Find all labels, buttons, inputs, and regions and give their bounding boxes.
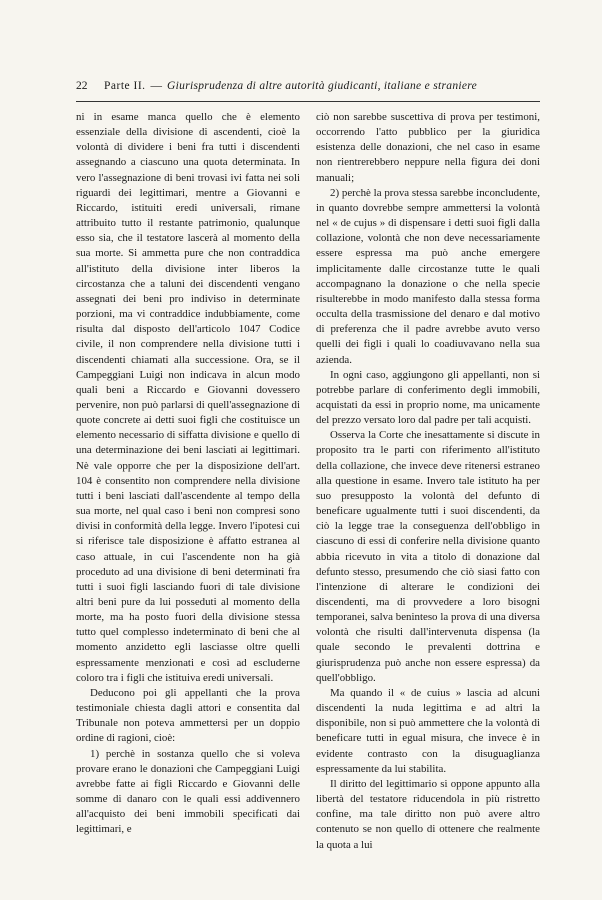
running-header <box>76 80 540 96</box>
right-paragraph-5: Ma quando il « de cuius » lascia ad alcuni discendenti la nuda legittima e ad altri la disponibile, non si può ammettere che la volontà di beneficare tutti in egual misura, che invece è in evidente contrasto con la disuguaglianza espressamente da lui stabilita. <box>316 686 540 775</box>
left-paragraph-3: 1) perchè in sostanza quello che si voleva provare erano le donazioni che Campeggiani Luigi avrebbe fatte ai figli Riccardo e Giovanni delle somme di danaro con le quali essi addivennero all'acquisto dei beni immobili specificati dai legittimari, e <box>76 747 300 836</box>
section-title: Giurisprudenza di altre autorità giudicanti, italiane e straniere <box>167 80 478 92</box>
right-paragraph-1: ciò non sarebbe suscettiva di prova per testimoni, occorrendo l'atto pubblico per la giuridica esistenza delle donazioni, che nel caso in esame non rientrerebbero neppure nella figura dei doni manuali; <box>316 111 540 184</box>
header-separator: — <box>150 80 163 92</box>
left-paragraph-1: ni in esame manca quello che è elemento essenziale della divisione di ascendenti, cioè la volontà di dividere i beni fra tutti i discendenti assegnando a ciascuno una quota determinata. In vero l'assegnazione di beni trovasi ivi fatta nei soli riguardi dei legittimari, mentre a Giovanni e Riccardo, istituiti eredi universali, rimane attribuito tutto il restante patrimonio, qualunque esso sia, che il testatore lascerà al momento della sua morte. Si ammetta pure che non contraddica all'istituto della divisione inter liberos la circostanza che a taluni dei discendenti vengano assegnati dei beni pro indiviso in determinate porzioni, ma vi contraddice indubbiamente, come risulta dal disposto dell'articolo 1047 Codice civile, il non comprendere nella divisione tutti i discendenti chiamati alla successione. Ora, se il Campeggiani Luigi non indicava in alcun modo quali beni a Riccardo e Giovanni dovessero pervenire, non può parlarsi di quell'assegnazione di quote concrete ai detti suoi figli che costituisce un elemento necessario di siffatta divisione e quello di una determinazione dei beni lasciati ai legittimari. Nè vale opporre che per la disposizione dell'art. 104 è consentito non comprendere nella divisione tutti i beni lasciati dall'ascendente al tempo della sua morte, nel qual caso i beni non compresi sono divisi in conformità della legge. Invero l'ipotesi cui si riferisce tale disposizione è affatto estranea al caso attuale, in cui l'ascendente non ha già proceduto ad una divisione di beni determinati fra tutti i suoi figli lasciando fuori di tale divisione altri beni pure da lui posseduti al momento della morte, ma ha posto fuori della divisione stessa tutto quel complesso indeterminato di beni che al momento anzidetto egli lasciasse oltre quelli espressamente menzionati e così ad escluderne coloro tra i figli che istituiva eredi universali. <box>76 111 300 684</box>
page-number: 22 <box>76 80 88 92</box>
right-paragraph-6: Il diritto del legittimario si oppone appunto alla libertà del testatore riducendola in più ristretto confine, ma tale diritto non può avere altro contenuto se non quello di ottenere che realmente la quota a lui <box>316 777 540 851</box>
left-paragraph-2: Deducono poi gli appellanti che la prova testimoniale chiesta dagli attori e consentita dal Tribunale non poteva ammettersi per un doppio ordine di ragioni, cioè: <box>76 686 300 745</box>
left-column <box>76 110 300 838</box>
right-paragraph-4: Osserva la Corte che inesattamente si discute in proposito tra le parti con riferimento all'istituto della collazione, che invece deve ritenersi estraneo alla questione in esame. Invero tale istituto ha per suo presupposto la volontà del defunto di beneficare ugualmente tutti i suoi discendenti, da ciò la legge trae la conseguenza dell'obbligo in ciascuno di essi di conferire nella divisione quanto abbia ricevuto in vita a titolo di donazione dal defunto stesso, presumendo che ciò siasi fatto con l'intenzione di alterare le condizioni dei discendenti, ma di provvedere a loro bisogni temporanei, salva beninteso la prova di una diversa volontà che risulti dall'intervenuta dispensa (la quale secondo le prevalenti dottrina e giurisprudenza può anche non essere espressa) da quell'obbligo. <box>316 429 540 684</box>
right-paragraph-3: In ogni caso, aggiungono gli appellanti, non si potrebbe parlare di conferimento degli immobili, acquistati da essi in proprio nome, ma unicamente del prezzo versato loro dal padre per tali acquisti. <box>316 368 540 427</box>
right-paragraph-2: 2) perchè la prova stessa sarebbe inconcludente, in quanto dovrebbe sempre ammettersi la volontà nel « de cujus » di dispensare i detti suoi figli dalla collazione, volontà che non deve necessariamente essere espressa ma può anche emergere implicitamente dalle circostanze tutte le quali accompagnano la donazione o che nella specie risulterebbe in modo manifesto dalla stessa forma occulta della trasmissione del denaro e dal motivo di preferenza che il padre avrebbe avuto verso quelli dei figli i quali lo coadiuvavano nella sua azienda. <box>316 186 540 366</box>
part-label: Parte II. <box>104 80 146 92</box>
header-rule <box>76 101 540 102</box>
right-column <box>316 110 540 853</box>
